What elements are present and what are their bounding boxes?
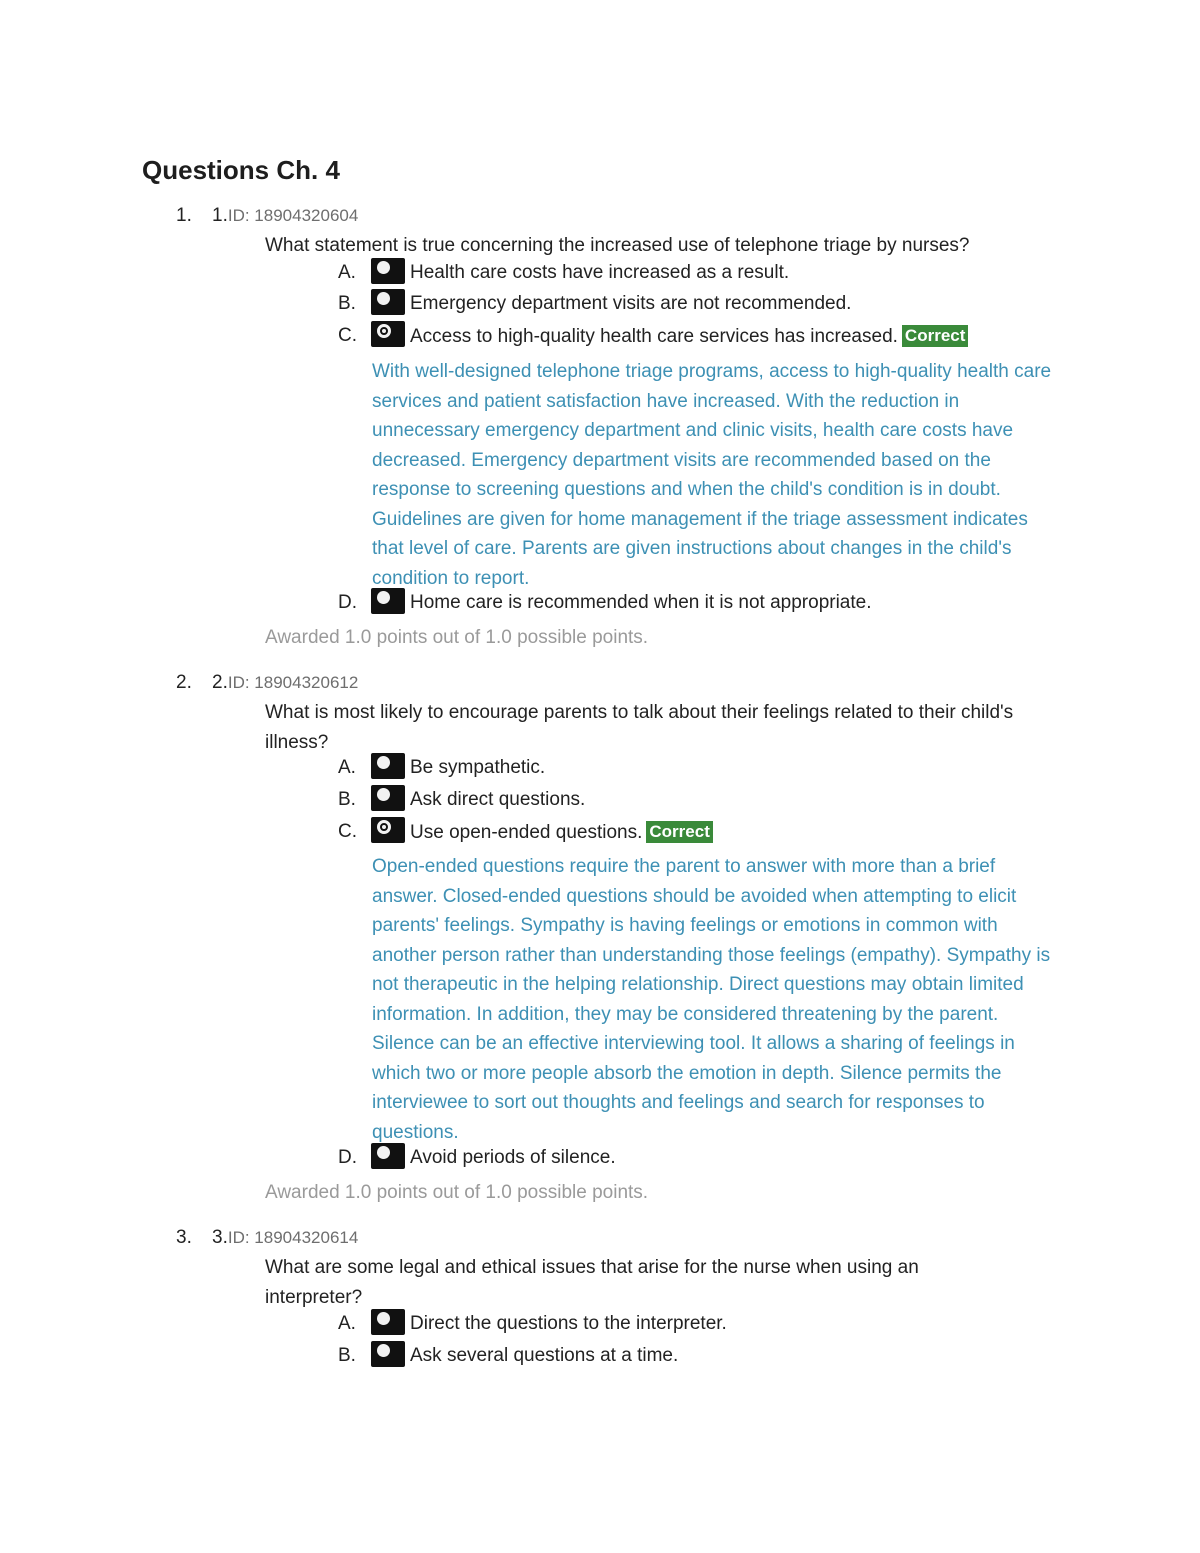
question-header	[212, 1227, 358, 1249]
option-letter: D.	[338, 1147, 357, 1168]
question-id: ID: 18904320604	[227, 206, 359, 225]
awarded-points: Awarded 1.0 points out of 1.0 possible points.	[265, 627, 649, 648]
question-text: What statement is true concerning the increased use of telephone triage by nurses?	[265, 235, 970, 256]
radio-unselected-icon[interactable]	[371, 588, 405, 614]
rationale-text: Open-ended questions require the parent to answer with more than a brief answer. Closed-ended questions should be avoided when attempting to elicit parents' feelings. Sympathy is having feelings or emotions in common with another person rather than understanding those feelings (empathy). Sympathy is not therapeutic in the helping relationship. Direct questions may obtain limited information. In addition, they may be considered threatening by the parent. Silence can be an effective interviewing tool. It allows a sharing of feelings in which two or more people absorb the emotion in depth. Silence permits the interviewee to sort out thoughts and feelings and search for responses to questions.	[372, 856, 1051, 1143]
radio-unselected-icon[interactable]	[371, 1341, 405, 1367]
question-id: ID: 18904320612	[227, 673, 359, 692]
option-text: Be sympathetic.	[410, 757, 546, 778]
option-letter: C.	[338, 325, 357, 346]
option-letter: A.	[338, 262, 356, 283]
option-text: Direct the questions to the interpreter.	[410, 1313, 727, 1334]
correct-badge: Correct	[646, 821, 712, 843]
rationale-text: With well-designed telephone triage programs, access to high-quality health care services and patient satisfaction have increased. With the reduction in unnecessary emergency department and clinic visits, health care costs have decreased. Emergency department visits are recommended based on the response to screening questions and when the child's condition is in doubt. Guidelines are given for home management if the triage assessment indicates that level of care. Parents are given instructions about changes in the child's condition to report.	[372, 361, 1052, 589]
page-title: Questions Ch. 4	[142, 155, 340, 185]
question-id: ID: 18904320614	[227, 1228, 359, 1247]
question-text: What is most likely to encourage parents to talk about their feelings related to their child's illness?	[265, 702, 1014, 753]
radio-selected-icon[interactable]	[371, 321, 405, 347]
question-header	[212, 205, 358, 227]
radio-unselected-icon[interactable]	[371, 785, 405, 811]
radio-unselected-icon[interactable]	[371, 1143, 405, 1169]
list-number: 2.	[176, 672, 192, 693]
correct-badge: Correct	[902, 325, 968, 347]
option-letter: C.	[338, 821, 357, 842]
option-text: Avoid periods of silence.	[410, 1147, 616, 1168]
question-header	[212, 672, 358, 694]
option-text	[410, 325, 968, 348]
option-letter: D.	[338, 592, 357, 613]
list-number: 3.	[176, 1227, 192, 1248]
option-label: Access to high-quality health care services has increased.	[410, 326, 898, 347]
question-number: 1.	[212, 205, 228, 226]
radio-unselected-icon[interactable]	[371, 753, 405, 779]
question-number: 2.	[212, 672, 228, 693]
option-letter: A.	[338, 757, 356, 778]
option-letter: B.	[338, 1345, 356, 1366]
radio-unselected-icon[interactable]	[371, 289, 405, 315]
option-text: Health care costs have increased as a result.	[410, 262, 790, 283]
option-text: Ask direct questions.	[410, 789, 586, 810]
radio-unselected-icon[interactable]	[371, 1309, 405, 1335]
option-text: Ask several questions at a time.	[410, 1345, 679, 1366]
option-text: Emergency department visits are not recommended.	[410, 293, 852, 314]
option-letter: B.	[338, 789, 356, 810]
question-number: 3.	[212, 1227, 228, 1248]
option-label: Use open-ended questions.	[410, 822, 643, 843]
option-text: Home care is recommended when it is not appropriate.	[410, 592, 872, 613]
list-number: 1.	[176, 205, 192, 226]
option-letter: A.	[338, 1313, 356, 1334]
question-text: What are some legal and ethical issues that arise for the nurse when using an interpreter?	[265, 1257, 919, 1308]
radio-unselected-icon[interactable]	[371, 258, 405, 284]
awarded-points: Awarded 1.0 points out of 1.0 possible points.	[265, 1182, 649, 1203]
option-letter: B.	[338, 293, 356, 314]
radio-selected-icon[interactable]	[371, 817, 405, 843]
option-text	[410, 821, 713, 844]
